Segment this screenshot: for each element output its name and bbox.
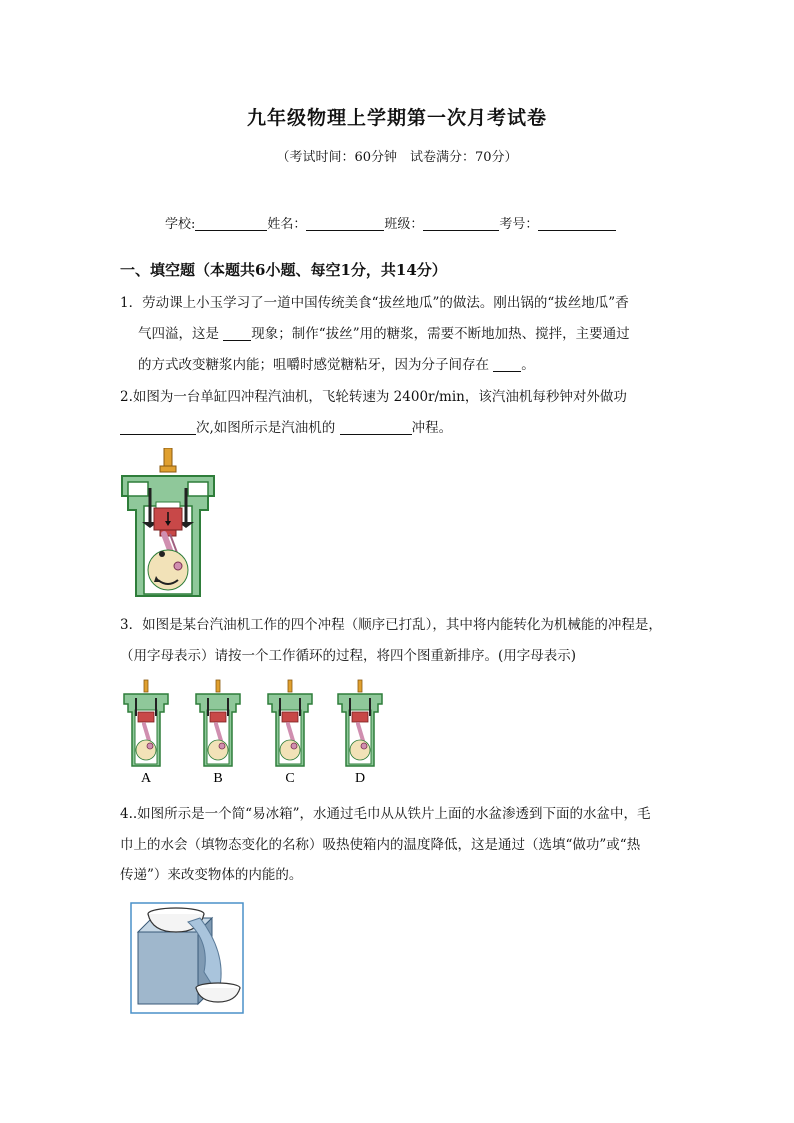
exam-title: 九年级物理上学期第一次月考试卷 [246, 107, 547, 129]
q3-line1: 3．如图是某台汽油机工作的四个冲程（顺序已打乱），其中将内能转化为机械能的冲程是， [120, 617, 662, 633]
q4-line1: 4..如图所示是一个简“易冰箱”，水通过毛巾从从铁片上面的水盆渗透到下面的水盆中，毛 [120, 806, 651, 822]
school-field[interactable] [195, 216, 267, 231]
exam-subtitle: （考试时间：60分钟 试卷满分：70分） [276, 150, 518, 165]
number-label: 考号： [499, 217, 539, 232]
engine-c [268, 680, 312, 766]
q1-line3 [138, 353, 535, 373]
student-info-row [165, 213, 616, 232]
q1-line2-end: 现象；制作“拔丝”用的糖浆，需要不断地加热、搅拌，主要通过 [251, 326, 630, 342]
q1-line1: 1．劳动课上小玉学习了一道中国传统美食“拔丝地瓜”的做法。刚出锅的“拔丝地瓜”香 [120, 295, 629, 311]
simple-fridge-diagram [130, 902, 244, 1014]
engine-d [338, 680, 382, 766]
q2-line2 [120, 416, 452, 436]
school-label: 学校: [165, 217, 196, 232]
q1-line2-start: 气四溢，这是 [138, 326, 224, 342]
class-field[interactable] [423, 216, 499, 231]
q4-line3: 传递”）来改变物体的内能的。 [120, 867, 303, 883]
engine-a [124, 680, 168, 766]
q2-blank1[interactable] [120, 420, 196, 435]
q1-line3-end: 。 [521, 357, 535, 373]
number-field[interactable] [538, 216, 616, 231]
q1-blank2[interactable] [493, 357, 521, 372]
q4-line2: 巾上的水会（填物态变化的名称）吸热使箱内的温度降低，这是通过（选填“做功”或“热 [120, 837, 641, 853]
q1-line3-start: 的方式改变糖浆内能；咀嚼时感觉糖粘牙，因为分子间存在 [138, 357, 494, 373]
q1-blank1[interactable] [223, 326, 251, 341]
q2-line2-end: 冲程。 [411, 420, 453, 436]
name-label: 姓名： [267, 217, 307, 232]
label-b: B [213, 771, 223, 786]
engine-diagram-large [118, 448, 224, 598]
label-d: D [354, 771, 366, 786]
q1-line2 [138, 322, 630, 342]
q2-blank2[interactable] [340, 420, 412, 435]
q3-line2: （用字母表示）请按一个工作循环的过程，将四个图重新排序。(用字母表示) [120, 648, 577, 664]
name-field[interactable] [306, 216, 384, 231]
engine-strokes-row [118, 676, 398, 786]
q2-line2-mid: 次,如图所示是汽油机的 [196, 420, 340, 436]
class-label: 班级： [384, 217, 424, 232]
q2-line1: 2.如图为一台单缸四冲程汽油机，飞轮转速为 2400r/min，该汽油机每秒钟对外做功 [120, 389, 627, 405]
engine-b [196, 680, 240, 766]
label-c: C [285, 771, 295, 786]
section-heading: 一、填空题（本题共6小题、每空1分，共14分） [120, 261, 447, 279]
label-a: A [140, 771, 152, 786]
